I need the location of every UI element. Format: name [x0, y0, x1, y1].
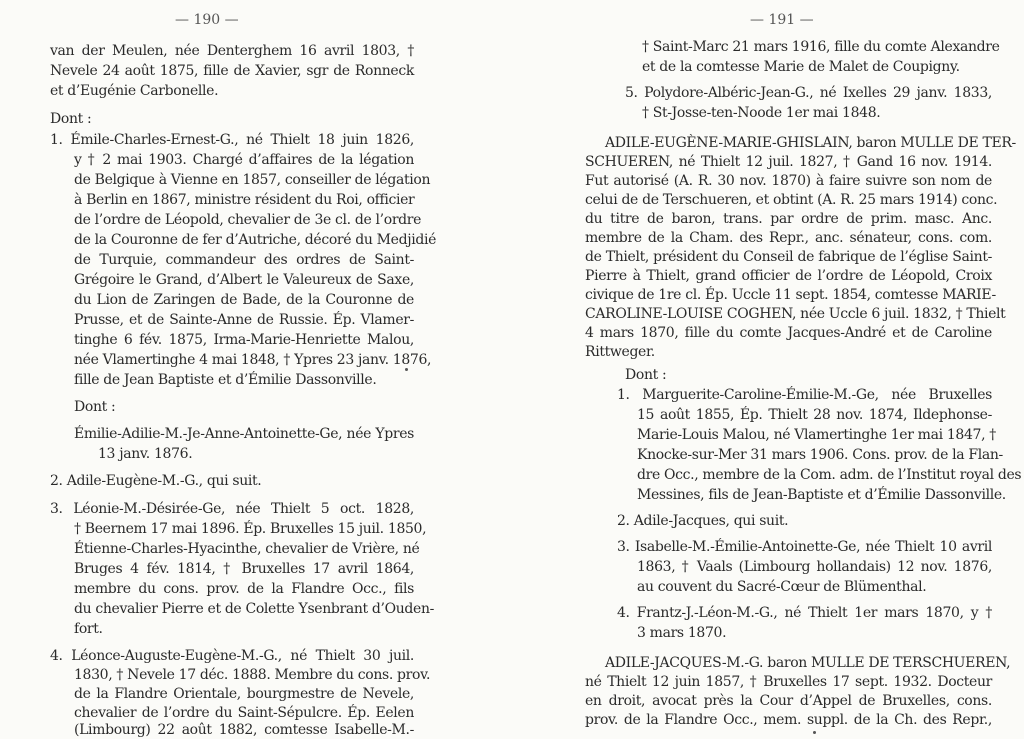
text-line: ADILE-EUGÈNE-MARIE-GHISLAIN, baron MULLE DE TER- — [605, 135, 1016, 151]
text-line: 15 août 1855, Ép. Thielt 28 nov. 1874, Ildephonse- — [637, 407, 992, 423]
text-line: van der Meulen, née Denterghem 16 avril 1803, † — [50, 43, 414, 59]
text-line: né Thielt 12 juin 1857, † Bruxelles 17 sept. 1932. Docteur — [585, 674, 992, 690]
text-line: 3. Léonie-M.-Désirée-Ge, née Thielt 5 oct. 1828, — [50, 501, 414, 517]
ink-speck — [813, 731, 816, 734]
text-line: du titre de baron, trans. par ordre de prim. masc. Anc. — [585, 211, 992, 227]
text-line: Dont : — [74, 399, 116, 415]
ink-speck — [405, 368, 408, 371]
text-line: 3. Isabelle-M.-Émilie-Antoinette-Ge, née Thielt 10 avril — [617, 539, 992, 555]
text-line: membre de la Cham. des Repr., anc. sénateur, cons. com. — [585, 230, 992, 246]
text-line: † St-Josse-ten-Noode 1er mai 1848. — [642, 105, 881, 121]
text-line: prov. de la Flandre Occ., mem. suppl. de la Ch. des Repr., — [585, 712, 992, 728]
text-line: 4 mars 1870, fille du comte Jacques-André et de Caroline — [585, 325, 992, 341]
text-line: en droit, avocat près la Cour d’Appel de Bruxelles, cons. — [585, 693, 992, 709]
text-line: membre du cons. prov. de la Flandre Occ., fils — [74, 581, 414, 597]
text-line: celui de de Terschueren, et obtint (A. R. 25 mars 1914) conc. — [585, 192, 998, 208]
page-number: — 190 — — [175, 12, 239, 28]
text-line: de Belgique à Vienne en 1857, conseiller de légation — [74, 172, 431, 188]
text-line: de la Couronne de fer d’Autriche, décoré du Medjidié — [74, 232, 437, 248]
text-line: Émilie-Adilie-M.-Je-Anne-Antoinette-Ge, née Ypres — [74, 426, 414, 442]
text-line: 1. Marguerite-Caroline-Émilie-M.-Ge, née Bruxelles — [617, 387, 992, 403]
text-line: 1830, † Nevele 17 déc. 1888. Membre du cons. prov. — [74, 667, 431, 683]
text-line: de Turquie, commandeur des ordres de Saint- — [74, 252, 414, 268]
text-line: SCHUEREN, né Thielt 12 juil. 1827, † Gand 16 nov. 1914. — [585, 154, 992, 170]
text-line: de la Flandre Orientale, bourgmestre de Nevele, — [74, 686, 414, 702]
text-line: 4. Frantz-J.-Léon-M.-G., né Thielt 1er mars 1870, y † — [617, 605, 992, 621]
text-line: Nevele 24 août 1875, fille de Xavier, sgr de Ronneck — [50, 63, 414, 79]
text-line: 1. Émile-Charles-Ernest-G., né Thielt 18 juin 1826, — [50, 132, 414, 148]
text-line: Pierre à Thielt, grand officier de l’ordre de Léopold, Croix — [585, 268, 992, 284]
text-line: 3 mars 1870. — [637, 625, 727, 641]
text-line: et de la comtesse Marie de Malet de Coupigny. — [642, 59, 960, 75]
text-line: y † 2 mai 1903. Chargé d’affaires de la légation — [74, 152, 414, 168]
text-line: Fut autorisé (A. R. 30 nov. 1870) à faire suivre son nom de — [585, 173, 992, 189]
text-line: 2. Adile-Eugène-M.-G., qui suit. — [50, 473, 262, 489]
text-line: du chevalier Pierre et de Colette Ysenbrant d’Ouden- — [74, 601, 434, 617]
text-line: à Berlin en 1867, ministre résident du Roi, officier — [74, 192, 415, 208]
text-line: du Lion de Zaringen de Bade, de la Couronne de — [74, 292, 414, 308]
text-line: de Thielt, président du Conseil de fabrique de l’église Saint- — [585, 249, 992, 265]
text-line: Messines, fils de Jean-Baptiste et d’Émilie Dassonville. — [637, 487, 1006, 503]
text-line: 13 janv. 1876. — [98, 446, 193, 462]
text-line: Knocke-sur-Mer 31 mars 1906. Cons. prov. de la Flan- — [637, 447, 1003, 463]
text-line: de l’ordre de Léopold, chevalier de 3e cl. de l’ordre — [74, 212, 422, 228]
text-line: 2. Adile-Jacques, qui suit. — [617, 513, 789, 529]
text-line: Rittweger. — [585, 344, 655, 360]
text-line: Grégoire le Grand, d’Albert le Valeureux de Saxe, — [74, 272, 414, 288]
text-line: dre Occ., membre de la Com. adm. de l’Institut royal des — [637, 467, 1022, 483]
text-line: 4. Léonce-Auguste-Eugène-M.-G., né Thielt 30 juil. — [50, 648, 414, 664]
text-line: civique de 1re cl. Ép. Uccle 11 sept. 1854, comtesse MARIE- — [585, 287, 996, 303]
text-line: ADILE-JACQUES-M.-G. baron MULLE DE TERSCHUEREN, — [605, 655, 1011, 671]
text-line: Dont : — [50, 111, 92, 127]
text-line: et d’Eugénie Carbonelle. — [50, 83, 219, 99]
text-line: Étienne-Charles-Hyacinthe, chevalier de Vrière, né — [74, 541, 420, 557]
text-line: (Limbourg) 22 août 1882, comtesse Isabelle-M.- — [74, 722, 414, 738]
page-number: — 191 — — [750, 12, 814, 28]
text-line: CAROLINE-LOUISE COGHEN, née Uccle 6 juil. 1832, † Thielt — [585, 306, 1006, 322]
text-line: Marie-Louis Malou, né Vlamertinghe 1er mai 1847, † — [637, 427, 996, 443]
text-line: 5. Polydore-Albéric-Jean-G., né Ixelles 29 janv. 1833, — [625, 85, 992, 101]
text-line: 1863, † Vaals (Limbourg hollandais) 12 nov. 1876, — [637, 559, 992, 575]
text-line: Prusse, et de Sainte-Anne de Russie. Ép. Vlamer- — [74, 312, 414, 328]
text-line: † Beernem 17 mai 1896. Ép. Bruxelles 15 juil. 1850, — [74, 521, 427, 537]
text-line: au couvent du Sacré-Cœur de Blümenthal. — [637, 579, 927, 595]
text-line: née Vlamertinghe 4 mai 1848, † Ypres 23 janv. 1876, — [74, 352, 432, 368]
text-line: chevalier de l’ordre du Saint-Sépulcre. Ép. Eelen — [74, 705, 414, 721]
text-line: fort. — [74, 621, 103, 637]
text-line: fille de Jean Baptiste et d’Émilie Dassonville. — [74, 372, 377, 388]
text-line: Dont : — [625, 367, 667, 383]
text-line: Bruges 4 fév. 1814, † Bruxelles 17 avril 1864, — [74, 561, 414, 577]
text-line: tinghe 6 fév. 1875, Irma-Marie-Henriette Malou, — [74, 332, 414, 348]
text-line: † Saint-Marc 21 mars 1916, fille du comte Alexandre — [642, 39, 1000, 55]
